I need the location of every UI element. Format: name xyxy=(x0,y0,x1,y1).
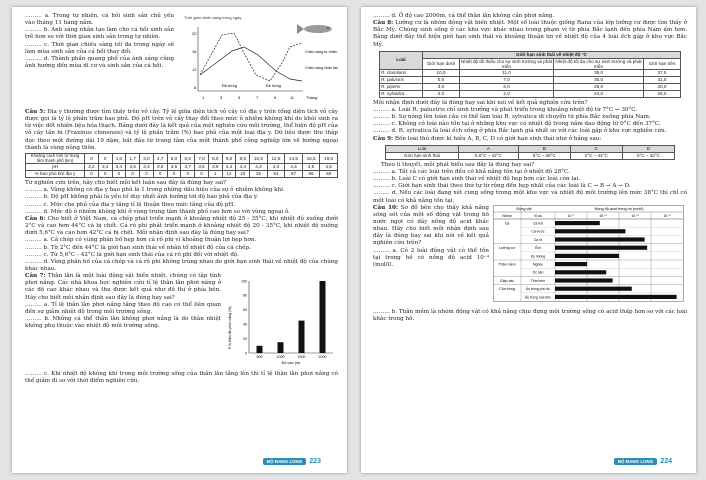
col-header: A xyxy=(459,145,519,152)
table-row xyxy=(26,153,338,163)
page-footer xyxy=(263,455,321,467)
table-cell: 7,0 xyxy=(460,76,554,83)
q10-body: Sơ đồ bên cho thấy khả năng sống sót của một số động vật trong hồ nước ngọt có dãy nồng độ acid khác nhau. Hãy cho biết mỗi nhận định sau đây là đúng hay sai khi nói về kết quả nghiên cứu trên? xyxy=(373,204,489,247)
table-cell: 1,7 xyxy=(126,153,140,163)
bar xyxy=(257,346,263,353)
y-tick: 0 xyxy=(245,351,247,356)
q10-chart-wrap xyxy=(493,205,685,309)
table-cell: 12,5 xyxy=(267,153,285,163)
table-cell: 7,0 xyxy=(195,153,209,163)
q10-item: ……… a. Có 2 loài động vật có thể tồn tại trong hồ có nồng độ acid 10⁻⁴ (mol/l). xyxy=(373,247,489,268)
x-axis-label: Độ cao (m) xyxy=(281,361,301,366)
q7-text-col xyxy=(25,273,221,371)
q8-body: Lưỡng cư là nhóm động vật biến nhiệt. Một số loài thuộc giống Rana của lớp lưỡng cư được tìm thấy ở Bắc Mỹ. Chúng sinh sống ở các khu vực khác nhau trong phạm vi từ phía Bắc lạnh đến phía Nam ấm hơn. Bảng dưới đây thể hiện giới hạn sinh thái và khoảng thuận lợi về nhiệt độ của 4 loài ếch gặp ở khu vực Bắc Mỹ. xyxy=(373,20,687,48)
table-cell: 4,3 xyxy=(285,164,303,171)
col-header: B xyxy=(518,145,570,152)
group-label: Thân mềm xyxy=(498,262,516,267)
group-label: Cá xyxy=(504,221,510,226)
x-axis-label: Tháng xyxy=(306,95,318,100)
y-tick: 20 xyxy=(243,337,247,342)
x-tick: 500 xyxy=(256,355,263,360)
tolerance-bar xyxy=(555,270,606,274)
bar xyxy=(320,281,326,353)
frog-table xyxy=(379,51,681,98)
q7-block xyxy=(25,273,338,371)
q10-text xyxy=(373,205,489,248)
legend-natural: Chiếu sáng tự nhiên xyxy=(305,50,338,54)
table-cell: 3,4 xyxy=(140,164,154,171)
group-label: Lưỡng cư xyxy=(499,245,515,250)
x-tick: 5 xyxy=(238,95,241,100)
group-label: Giáp xác xyxy=(499,278,515,283)
table-row xyxy=(26,164,338,171)
table-header-row xyxy=(386,145,675,152)
species-label: Ốc sên xyxy=(532,270,544,275)
table-cell: 3,4 xyxy=(98,164,112,171)
q8-item: ……… c. Không có loài nào tồn tại ở những khu vực có nhiệt độ trong năm dao động từ 0°C đến 37°C. xyxy=(373,121,661,128)
q9-body: Bốn loài thú được kí hiệu A, B, C, D có giới hạn sinh thái như ở bảng sau: xyxy=(393,135,602,142)
x-tick: 7 xyxy=(256,95,259,100)
table-cell: 35,0 xyxy=(554,69,644,76)
table-cell: 3,7 xyxy=(181,164,195,171)
col-header: Loài xyxy=(380,51,423,69)
col-head: 10⁻⁷ xyxy=(567,213,575,218)
q10-text-col xyxy=(373,205,489,309)
x-tick: 1500 xyxy=(297,355,306,360)
table-cell: 4,5 xyxy=(302,164,320,171)
col-header: Nhiệt độ tối thiểu cho sự sinh trưởng và phát triển xyxy=(461,58,553,69)
table-row xyxy=(380,90,681,97)
row-header: Khoảng cách tính từ trung tâm thành phố (km) xyxy=(26,153,85,163)
table-cell: 0 xyxy=(153,171,167,178)
q6-body: Cho biết ở Việt Nam, cá chép phát triển mạnh ở khoảng nhiệt độ 25 - 35°C, khi nhiệt độ xuống dưới 2°C và cao hơn 44°C cá bị chết. Cá rô phi phát triển mạnh ở khoảng nhiệt độ 20 - 35°C, khi nhiệt độ xuống dưới 5,6°C và cao hơn 42°C cá bị chết. Mỗi nhận định sau đây là đúng hay sai? xyxy=(25,215,338,237)
table-cell: 0 xyxy=(140,171,154,178)
table-cell: 37,5 xyxy=(644,69,681,76)
y-tick: 8 xyxy=(194,85,197,90)
table-row xyxy=(380,83,681,90)
table-row xyxy=(380,69,681,76)
col-header: Loài xyxy=(386,145,459,152)
x-tick: 1 xyxy=(202,95,205,100)
tolerance-bar xyxy=(555,278,613,282)
table-cell: 3,0 xyxy=(423,83,460,90)
legend-artificial: Chiếu sáng nhân tạo xyxy=(305,66,338,70)
table-cell: 5,6°C – 42°C xyxy=(459,152,519,159)
page-left-content xyxy=(25,13,338,385)
chart-title: Thời gian chiếu sáng trong ngày xyxy=(184,15,242,20)
row-header: Giới hạn sinh thái xyxy=(386,152,459,159)
species-label: Cá rô xyxy=(533,237,543,242)
q10-block xyxy=(373,205,687,309)
q7-item: ……… c. Khi nhiệt độ không khí trong môi trường sống của thằn lằn tăng lên thì tỉ lệ thằn lằn phơi nắng có thể giảm đi so với thời điểm nghiên cứu. xyxy=(25,371,338,385)
table-cell: 4,3 xyxy=(267,164,285,171)
species-name: R. sylvatica xyxy=(380,90,423,97)
table-row xyxy=(380,76,681,83)
tolerance-bar xyxy=(555,286,632,290)
species-label: Ấu trùng ruồi đen xyxy=(524,294,552,299)
table-cell: 16,5 xyxy=(302,153,320,163)
page-right xyxy=(361,7,696,473)
table-cell: 66 xyxy=(320,171,338,178)
page-footer xyxy=(614,455,672,467)
species-label: Cá hồi xyxy=(533,221,543,226)
table-cell: 19,0 xyxy=(320,153,338,163)
table-cell: 3,5 xyxy=(126,164,140,171)
tolerance-bar xyxy=(555,237,645,241)
table-cell: 4,4 xyxy=(236,164,250,171)
table-cell: 10,0 xyxy=(423,69,460,76)
table-cell: 3,4 xyxy=(112,164,126,171)
table-row xyxy=(26,171,338,178)
q7-body: Thằn lằn là một loài động vật biến nhiệt, chúng có tập tính phơi nắng. Các nhà khoa học nghiên cứu tỉ lệ thằn lằn phơi nắng ở các độ cao khác nhau và thu được kết quả như đồ thị ở phía bên. Hãy cho biết mỗi nhận định sau đây là đúng hay sai? xyxy=(25,273,221,301)
row-header: % bao phủ bởi địa y xyxy=(26,171,85,178)
species-name: R. palustris xyxy=(380,76,423,83)
table-cell: 0 xyxy=(85,171,99,178)
group-header: Giới hạn sinh thái về nhiệt độ °C xyxy=(423,51,681,58)
q4-chart xyxy=(178,13,338,109)
table-cell: 0 xyxy=(167,171,181,178)
x-tick: 3 xyxy=(220,95,223,100)
q10-title: Câu 10: xyxy=(373,204,398,211)
table-cell: 9,0 xyxy=(222,153,236,163)
q6-item: ……… b. Từ 2°C đến 44°C là giới hạn sinh thái về nhân tố nhiệt độ của cá chép. xyxy=(25,244,251,251)
q7-chart-wrap xyxy=(227,273,337,371)
table-cell: 3,9 xyxy=(208,164,222,171)
table-cell: 3,6 xyxy=(167,164,181,171)
y-tick: 100 xyxy=(241,279,247,284)
q5-question: Từ nghiên cứu trên, hãy cho biết mỗi kết luận sau đây là đúng hay sai? xyxy=(25,180,227,187)
table-cell: 8,0 xyxy=(208,153,222,163)
table-cell: 5,0 xyxy=(423,76,460,83)
q9-item: ……… c. Giới hạn sinh thái theo thứ tự từ rộng đến hẹp nhất của các loài là C → B → A → D. xyxy=(373,183,631,190)
table-cell: 25,0 xyxy=(644,90,681,97)
col-head: Vi du xyxy=(533,213,543,218)
y-tick: 16 xyxy=(192,49,197,54)
table-cell: 57 xyxy=(285,171,303,178)
q5-text xyxy=(25,109,338,152)
y-tick: 12 xyxy=(192,67,197,72)
x-tick: 2000 xyxy=(318,355,327,360)
q4-items xyxy=(25,13,174,109)
lizard-basking-chart xyxy=(227,273,337,367)
col-head: 10⁻⁵ xyxy=(631,213,639,218)
row-header: pH xyxy=(26,164,85,171)
tolerance-bar xyxy=(555,253,619,257)
bar xyxy=(299,321,305,353)
q7-text xyxy=(25,273,221,302)
q9-item: ……… b. Loài C có giới hạn sinh thái về nhiệt độ hẹp hơn các loài còn lại. xyxy=(373,176,581,183)
q6-item: ……… d. Vùng phân bố của cá chép và cá rô phi không trùng nhau do giới hạn sinh thái về nhiệt độ của chúng khác nhau. xyxy=(25,258,338,272)
table-cell: 3,0 xyxy=(140,153,154,163)
y-tick: 20 xyxy=(192,31,197,36)
q7-item: ……… d. Ở độ cao 2000m, cá thể thằn lằn không cần phơi nắng. xyxy=(373,13,555,19)
y-tick: 40 xyxy=(243,322,247,327)
table-header-row xyxy=(380,58,681,69)
table-cell: 12 xyxy=(222,171,236,178)
col-head: 10⁻⁴ xyxy=(663,213,671,218)
q5-item: ……… a. Vùng không có địa y bao phủ là 1 trong những dấu hiệu của sự ô nhiễm không khí. xyxy=(25,187,285,194)
q5-body: Địa y thường được tìm thấy trên vỏ cây. Tỷ lệ giữa diện tích vỏ cây có địa y trên tổng diện tích vỏ cây được gọi là tỷ lệ phần trăm bao phủ. Độ pH trên vỏ cây thay đổi theo mức ô nhiễm không khí do khói sinh ra từ việc đốt nhiên liệu hóa thạch. Bảng dưới đây là kết quả của một nghiên cứu môi trường, thể hiện độ pH của vỏ cây tần bì (Fraxinus chinensis) và tỷ lệ phần trăm (%) bao phủ của một loại địa y. Dữ liệu được thu thập dọc theo một đường dài 19 dặm, bắt đầu từ trung tâm của một thành phố công nghiệp lớn về hướng ngoại thành là vùng nông thôn. xyxy=(25,109,338,151)
q8-title: Câu 8: xyxy=(373,20,394,27)
natural-light-line xyxy=(200,47,302,81)
group-label: Côn trùng xyxy=(499,286,515,291)
fish-icon xyxy=(297,24,332,34)
x-tick: 1000 xyxy=(276,355,285,360)
page-left xyxy=(12,7,347,473)
q6-title: Câu 6: xyxy=(25,215,46,222)
table-header-row xyxy=(380,51,681,58)
table-cell: 5°C – 36°C xyxy=(518,152,570,159)
table-cell: 6,0 xyxy=(460,83,554,90)
q4-item: ……… b. Ánh sáng nhân tạo làm cho cá hồi sinh sản trễ hơn so với thời gian sinh sản trong tự nhiên. xyxy=(25,27,174,41)
acid-tolerance-chart xyxy=(493,205,685,305)
q5-title: Câu 5: xyxy=(25,109,46,115)
y-tick: 80 xyxy=(243,293,247,298)
col-head: Nhóm xyxy=(502,213,512,218)
table-cell: 25 xyxy=(250,171,268,178)
species-label: Tôm hùm xyxy=(530,278,546,283)
tolerance-bar xyxy=(555,229,625,233)
col-header: Giới hạn trên xyxy=(644,58,681,69)
table-cell: 9,5 xyxy=(236,153,250,163)
table-cell: 0 xyxy=(181,171,195,178)
q4-item: ……… c. Thời gian chiếu sáng tối đa trong ngày sẽ làm mùa sinh sản của cá hồi thay đổi. xyxy=(25,41,174,55)
annotation: Đẻ trứng xyxy=(222,84,237,88)
table-cell: 66 xyxy=(302,171,320,178)
q8-question: Mỗi nhận định dưới đây là đúng hay sai khi nói về kết quả nghiên cứu trên? xyxy=(373,99,588,106)
table-cell: 11,0 xyxy=(460,69,554,76)
q5-item: ……… b. Độ pH không phải là yếu tố duy nhất ảnh hưởng tới độ bao phủ của địa y. xyxy=(25,194,259,201)
table-cell: 1,0 xyxy=(112,153,126,163)
table-cell: 6,5 xyxy=(181,153,195,163)
q8-item: ……… b. Sự nóng lên toàn cầu có thể làm loài R. sylvatica di chuyển từ phía Bắc xuống phía Nam. xyxy=(373,114,651,121)
q9-item: ……… a. Tất cả các loài trên đều có khả năng tồn tại ở nhiệt độ 28°C. xyxy=(373,168,570,175)
species-label: Nghêu xyxy=(533,262,543,267)
table-cell: 30,0 xyxy=(554,76,644,83)
brand-logo: ĐỘ ĐANG LONG xyxy=(263,458,307,465)
lichen-table xyxy=(25,153,338,178)
table-cell: 23 xyxy=(236,171,250,178)
q6-item: ……… c. Từ 5,6°C - 42°C là giới hạn sinh thái của cá rô phi đối với nhiệt độ. xyxy=(25,251,240,258)
page-number: 224 xyxy=(660,457,672,465)
table-cell: 0 xyxy=(126,171,140,178)
table-cell: 4,7 xyxy=(153,153,167,163)
table-cell: 0 xyxy=(195,171,209,178)
table-cell: 3,2 xyxy=(85,164,99,171)
q9-text xyxy=(373,136,687,143)
q9-item: ……… d. Nếu các loài đang xét cùng sống trong một khu vực và nhiệt độ môi trường lên mức 38°C thì chỉ có một loài có khả năng tồn tại. xyxy=(373,190,687,204)
table-cell: 0 xyxy=(85,153,99,163)
table-cell: 2°C – 44°C xyxy=(570,152,622,159)
q10-item: ……… b. Thân mềm là nhóm động vật có khả năng chịu đựng môi trường sống có acid thấp hơn so với các loài khác trong hồ. xyxy=(373,308,687,322)
q4-item: ……… a. Trong tự nhiên, cá hồi sinh sản chủ yếu vào tháng 11 hàng năm. xyxy=(25,13,174,27)
table-cell: 6,0 xyxy=(167,153,181,163)
header-group: Động vật xyxy=(516,206,532,211)
annotation: Đẻ trứng xyxy=(266,84,281,88)
y-axis-label: Tỉ lệ thằn lằn phơi nắng (%) xyxy=(228,306,232,350)
artificial-light-line xyxy=(200,33,302,81)
q6-item: ……… a. Cá chép có vùng phân bố hẹp hơn cá rô phi vì khoảng thuận lợi hẹp hơn. xyxy=(25,237,257,244)
table-cell: 4,4 xyxy=(222,164,236,171)
q6-text xyxy=(25,216,338,237)
table-cell: 0,0 xyxy=(423,90,460,97)
q8-item: ……… a. Loài R. palustris chỉ sinh trưởng và phát triển trong khoảng nhiệt độ từ 7°C → 30°C. xyxy=(373,106,638,113)
q4-item: ……… d. Thành phần quang phổ của ánh sáng cũng ảnh hưởng đến mùa di cư và sinh sản của cá hồi. xyxy=(25,55,174,70)
q8-text xyxy=(373,20,687,49)
table-cell: 3,6 xyxy=(195,164,209,171)
species-name: R. clamitans xyxy=(380,69,423,76)
table-cell: 1 xyxy=(208,171,222,178)
species-name: R. pipens xyxy=(380,83,423,90)
species-label: Cá vược xyxy=(531,229,545,234)
tolerance-bar xyxy=(555,262,587,266)
table-cell: 3,6 xyxy=(153,164,167,171)
table-cell: 2,0 xyxy=(460,90,554,97)
table-cell: 0 xyxy=(112,171,126,178)
table-cell: 28,0 xyxy=(554,83,644,90)
tolerance-bar xyxy=(555,245,647,249)
brand-logo: ĐỘ ĐANG LONG xyxy=(614,458,658,465)
q5-item: ……… d. Mức độ ô nhiễm không khí ở vùng trung tâm thành phố cao hơn so với vùng ngoại ô. xyxy=(25,208,291,215)
table-cell: 31,0 xyxy=(644,76,681,83)
table-cell: 14,5 xyxy=(285,153,303,163)
species-label: Kỳ nhông xyxy=(530,253,546,258)
species-label: Ấu trùng phù du xyxy=(525,286,551,291)
table-cell: 0 xyxy=(98,171,112,178)
q5-item: ……… c. Mức che phủ của địa y tăng tỉ lệ thuận theo mức tăng của độ pH. xyxy=(25,201,236,208)
col-header: Nhiệt độ tối đa cho sự sinh trưởng và phát triển xyxy=(555,58,642,69)
table-cell: 0 xyxy=(98,153,112,163)
q7-item: ……… a. Tỉ lệ thằn lằn phơi nắng tăng theo độ cao có thể liên quan đến sự giảm nhiệt độ trong môi trường sống. xyxy=(25,301,221,315)
mammal-table xyxy=(385,145,675,160)
table-cell: 0°C – 32°C xyxy=(622,152,674,159)
page-number: 223 xyxy=(309,457,321,465)
table-cell: 54 xyxy=(267,171,285,178)
x-tick: 11 xyxy=(290,95,295,100)
table-cell: 10,5 xyxy=(250,153,268,163)
page-right-content xyxy=(373,13,687,323)
q8-item: ……… d. R. sylvatica là loài ếch sống ở phía Bắc lạnh giá nhất so với các loài gặp ở khu vực nghiên cứu. xyxy=(373,128,667,135)
q7-item: ……… b. Những cá thể thằn lằn không phơi nắng là do thân nhiệt không phụ thuộc vào nhiệt độ môi trường sống. xyxy=(25,316,221,330)
y-tick: 60 xyxy=(243,308,247,313)
q9-question: Theo lí thuyết, mỗi phát biểu sau đây là đúng hay sai? xyxy=(381,161,535,168)
photoperiod-chart xyxy=(178,13,338,109)
header-range: Nồng độ acid trong hồ (mol/l) xyxy=(594,206,644,211)
tolerance-bar xyxy=(555,221,600,225)
table-cell: 4,3 xyxy=(250,164,268,171)
q7-title: Câu 7: xyxy=(25,273,46,280)
table-cell: 30,0 xyxy=(644,83,681,90)
table-cell: 4,5 xyxy=(320,164,338,171)
tolerance-bar xyxy=(555,294,677,298)
x-tick: 9 xyxy=(274,95,277,100)
species-label: Ếch xyxy=(535,245,541,250)
table-row xyxy=(386,152,675,159)
q9-title: Câu 9: xyxy=(373,135,394,142)
col-header: D xyxy=(622,145,674,152)
col-header: C xyxy=(570,145,622,152)
bar xyxy=(278,342,284,353)
col-header: Giới hạn dưới xyxy=(423,58,460,69)
table-cell: 24,0 xyxy=(554,90,644,97)
col-head: 10⁻⁶ xyxy=(599,213,607,218)
